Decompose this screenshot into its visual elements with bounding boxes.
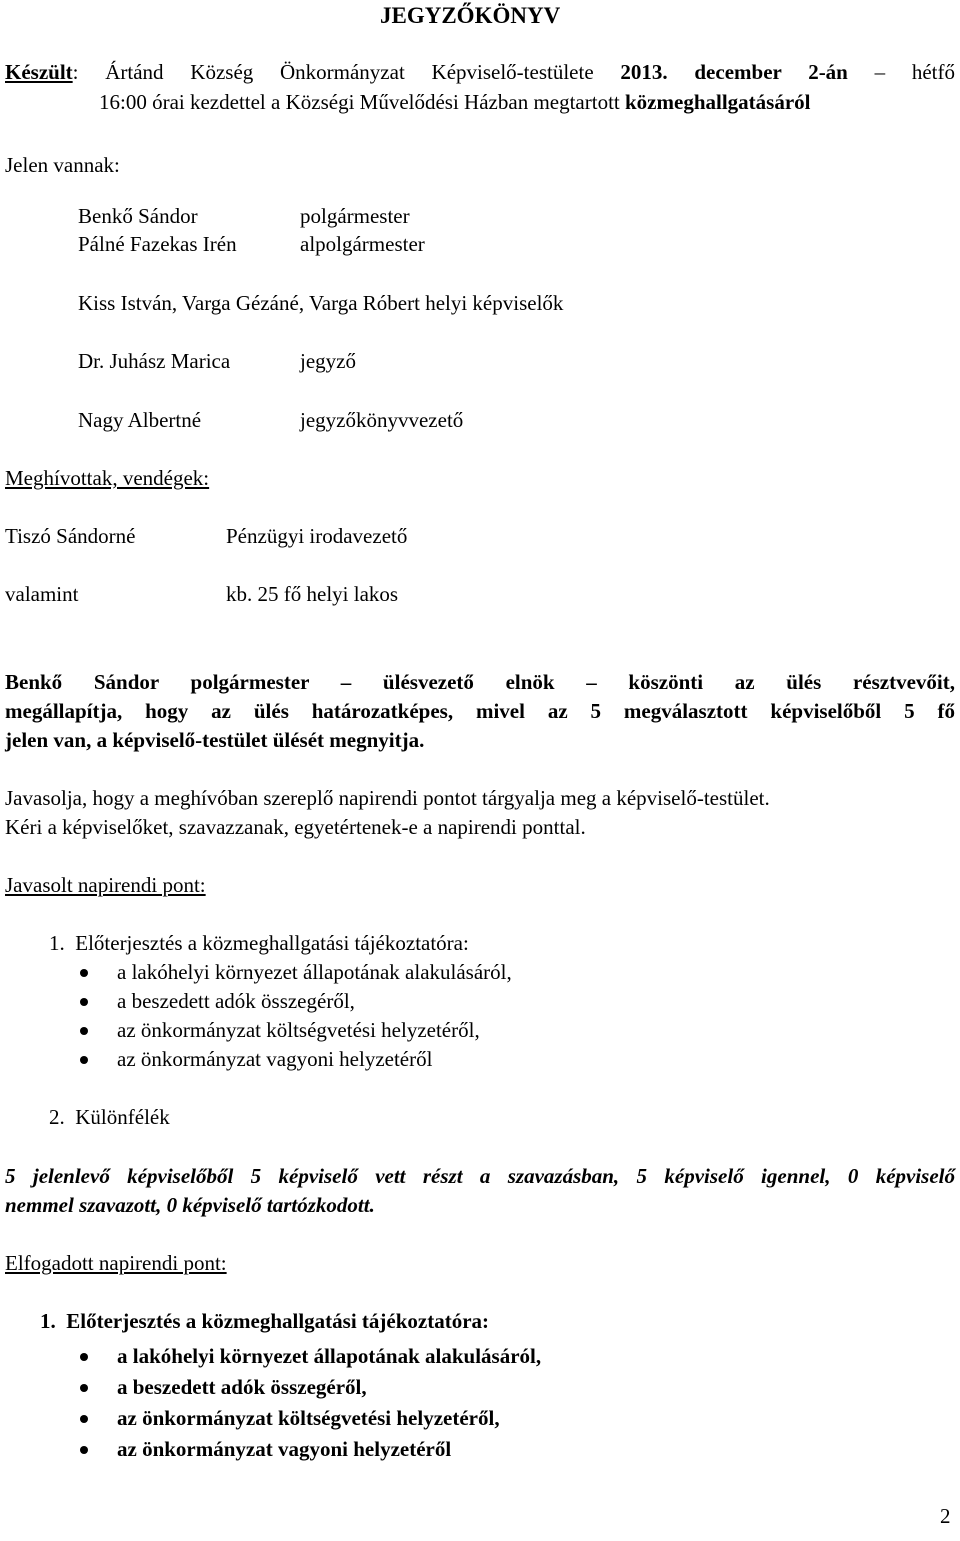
guest-name: Tiszó Sándorné: [5, 524, 136, 548]
present-name: Benkő Sándor: [78, 204, 198, 228]
proposed-agenda-bullet: az önkormányzat költségvetési helyzetéről,: [117, 1018, 480, 1042]
proposed-agenda-item: 1. Előterjesztés a közmeghallgatási tájékoztatóra:: [49, 931, 469, 955]
bullet-icon: [80, 1056, 88, 1064]
proposed-agenda-bullet: az önkormányzat vagyoni helyzetéről: [117, 1047, 433, 1071]
document-title: JEGYZŐKÖNYV: [380, 3, 561, 28]
staff-role: jegyző: [300, 349, 356, 373]
bullet-icon: [80, 998, 88, 1006]
adopted-agenda-bullet: a beszedett adók összegéről,: [117, 1375, 367, 1399]
staff-name: Nagy Albertné: [78, 408, 202, 432]
proposed-agenda-bullet: a lakóhelyi környezet állapotának alakulásáról,: [117, 960, 512, 984]
proposal-line: Javasolja, hogy a meghívóban szereplő napirendi pontot tárgyalja meg a képviselő-testület.: [5, 786, 770, 810]
page-number: 2: [940, 1504, 951, 1528]
proposed-agenda-item: 2. Különfélék: [49, 1105, 170, 1129]
opening-line: Benkő Sándor polgármester – ülésvezető elnök – köszönti az ülés résztvevőit,: [5, 670, 955, 694]
adopted-agenda-item: 1. Előterjesztés a közmeghallgatási tájékoztatóra:: [40, 1309, 490, 1333]
vote-line: nemmel szavazott, 0 képviselő tartózkodott.: [5, 1193, 375, 1217]
guest-role: kb. 25 fő helyi lakos: [226, 582, 399, 606]
adopted-agenda-bullet: az önkormányzat költségvetési helyzetéről,: [117, 1406, 500, 1430]
staff-name: Dr. Juhász Marica: [78, 349, 231, 373]
bullet-icon: [80, 1446, 88, 1454]
proposal-line: Kéri a képviselőket, szavazzanak, egyetértenek-e a napirendi ponttal.: [5, 815, 586, 839]
header-label: Készült: [5, 60, 73, 84]
adopted-agenda-bullet: a lakóhelyi környezet állapotának alakulásáról,: [117, 1344, 542, 1368]
proposed-agenda-heading: Javasolt napirendi pont:: [5, 873, 206, 897]
header-line-1: Készült: Ártánd Község Önkormányzat Képviselő-testülete 2013. december 2-án – hétfő: [5, 60, 955, 84]
vote-line: 5 jelenlevő képviselőből 5 képviselő vett részt a szavazásban, 5 képviselő igennel, 0 képviselő: [5, 1164, 955, 1188]
representatives-line: Kiss István, Varga Gézáné, Varga Róbert helyi képviselők: [78, 291, 564, 315]
opening-line: jelen van, a képviselő-testület ülését megnyitja.: [5, 728, 425, 752]
guest-name: valamint: [5, 582, 79, 606]
header-line-2: 16:00 órai kezdettel a Községi Művelődési Házban megtartott közmeghallgatásáról: [99, 90, 811, 114]
bullet-icon: [80, 1384, 88, 1392]
present-role: alpolgármester: [300, 232, 425, 256]
proposed-agenda-bullet: a beszedett adók összegéről,: [117, 989, 355, 1013]
guest-role: Pénzügyi irodavezető: [226, 524, 408, 548]
adopted-agenda-bullet: az önkormányzat vagyoni helyzetéről: [117, 1437, 452, 1461]
bullet-icon: [80, 1415, 88, 1423]
opening-line: megállapítja, hogy az ülés határozatképes, mivel az 5 megválasztott képviselőből 5 fő: [5, 699, 955, 723]
staff-role: jegyzőkönyvvezető: [300, 408, 464, 432]
bullet-icon: [80, 1353, 88, 1361]
present-name: Pálné Fazekas Irén: [78, 232, 237, 256]
bullet-icon: [80, 969, 88, 977]
present-role: polgármester: [300, 204, 410, 228]
adopted-agenda-heading: Elfogadott napirendi pont:: [5, 1251, 227, 1275]
present-heading: Jelen vannak:: [5, 153, 120, 177]
guests-heading: Meghívottak, vendégek:: [5, 466, 210, 490]
bullet-icon: [80, 1027, 88, 1035]
